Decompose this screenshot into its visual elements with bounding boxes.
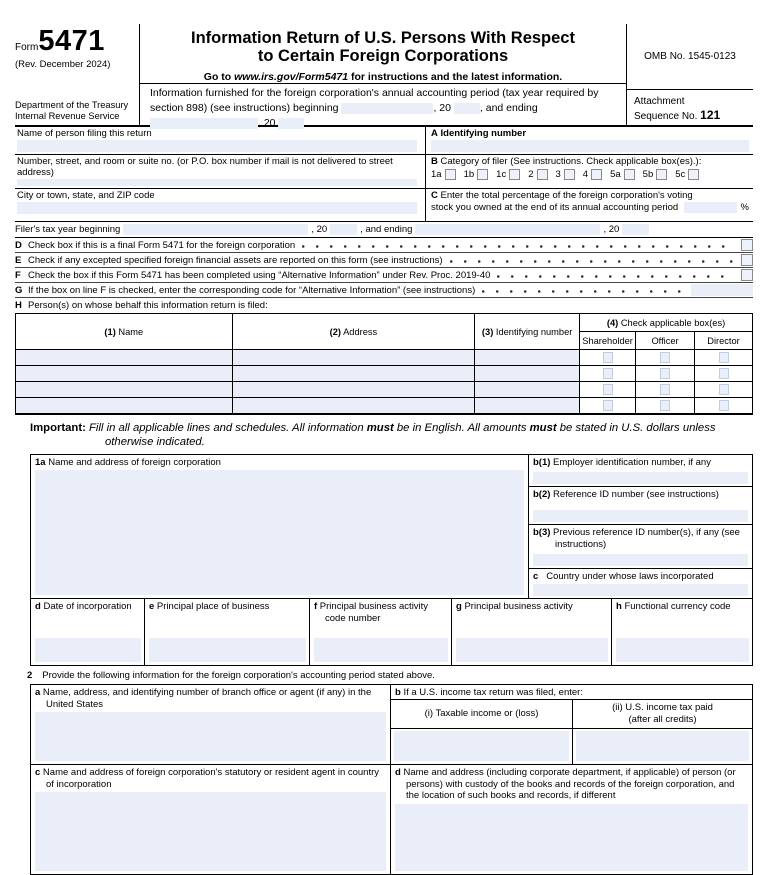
filer-name-label: Name of person filing this return bbox=[17, 128, 152, 139]
person-id-input[interactable] bbox=[475, 398, 580, 414]
goto-line: Go to www.irs.gov/Form5471 for instructions and the latest information. bbox=[203, 70, 563, 83]
principal-place-cell: e Principal place of business bbox=[145, 599, 310, 665]
books-custodian-input[interactable] bbox=[395, 804, 748, 870]
b-letter: B bbox=[431, 156, 438, 167]
omb-number: OMB No. 1545-0123 bbox=[627, 24, 753, 90]
category-1a-checkbox[interactable] bbox=[445, 169, 456, 180]
ein-input[interactable] bbox=[533, 472, 748, 484]
filer-tax-year-row: Filer's tax year beginning , 20 , and ending , 20 bbox=[15, 222, 753, 238]
line-e: E Check if any excepted specified foreign financial assets are reported on this form (see instructions) bbox=[15, 253, 753, 268]
col-id-header: (3) Identifying number bbox=[475, 314, 580, 350]
category-3-checkbox[interactable] bbox=[564, 169, 575, 180]
officer-checkbox[interactable] bbox=[660, 352, 670, 363]
foreign-corp-name-address-input[interactable] bbox=[35, 470, 524, 595]
col-address-header: (2) Address bbox=[232, 314, 475, 350]
col-checkbox-header: (4) Check applicable box(es) bbox=[580, 314, 753, 332]
person-name-input[interactable] bbox=[16, 366, 233, 382]
category-1c-checkbox[interactable] bbox=[509, 169, 520, 180]
branch-office-cell: a Name, address, and identifying number of branch office or agent (if any) in the United States bbox=[31, 685, 391, 764]
c-letter: C bbox=[431, 190, 438, 201]
h-table-row bbox=[16, 398, 753, 414]
person-name-input[interactable] bbox=[16, 398, 233, 414]
identifying-number-label: Identifying number bbox=[440, 128, 527, 139]
omb-block bbox=[626, 24, 753, 125]
category-label: Category of filer (See instructions. Check applicable box(es).): bbox=[440, 156, 702, 167]
reference-id-input[interactable] bbox=[533, 510, 748, 522]
important-note: Important: Fill in all applicable lines and schedules. All information must be in English. All amounts must be stated in U.S. dollars unless otherwise indicated. bbox=[30, 421, 716, 448]
shareholder-checkbox[interactable] bbox=[603, 400, 613, 411]
previous-reference-id-input[interactable] bbox=[533, 554, 748, 566]
category-5a-checkbox[interactable] bbox=[624, 169, 635, 180]
taxable-income-column bbox=[391, 700, 573, 764]
accounting-period-beginning-input[interactable] bbox=[341, 103, 433, 114]
tax-year-ending-input[interactable] bbox=[415, 224, 600, 235]
officer-checkbox[interactable] bbox=[660, 384, 670, 395]
section-2-table bbox=[30, 684, 753, 875]
activity-code-input[interactable] bbox=[314, 638, 448, 662]
section-1-defgh-row bbox=[31, 598, 752, 665]
tax-year-beginning-input[interactable] bbox=[123, 224, 308, 235]
voting-stock-label-line2: stock you owned at the end of its annual accounting period bbox=[431, 202, 679, 213]
line-g-text: If the box on line F is checked, enter the corresponding code for “Alternative Information” (see instructions) bbox=[28, 284, 476, 296]
voting-stock-percentage-input[interactable] bbox=[684, 202, 736, 213]
taxable-income-label: (i) Taxable income or (loss) bbox=[391, 700, 572, 729]
form-id-block bbox=[15, 24, 140, 125]
shareholder-checkbox[interactable] bbox=[603, 352, 613, 363]
line-h-text: Person(s) on whose behalf this information return is filed: bbox=[28, 300, 268, 311]
form-title-block bbox=[140, 24, 626, 130]
principal-activity-cell: g Principal business activity bbox=[452, 599, 612, 665]
person-address-input[interactable] bbox=[232, 366, 475, 382]
dotted-leader bbox=[497, 270, 733, 280]
agency-line1: Department of the Treasury bbox=[15, 99, 129, 110]
line-d-text: Check box if this is a final Form 5471 for the foreign corporation bbox=[28, 239, 296, 251]
person-address-input[interactable] bbox=[232, 350, 475, 366]
tax-year-ending-year-input[interactable] bbox=[622, 224, 649, 235]
director-checkbox[interactable] bbox=[719, 400, 729, 411]
country-incorporated-label: Country under whose laws incorporated bbox=[546, 570, 714, 582]
col-name-header: (1) Name bbox=[16, 314, 233, 350]
section-2-heading: 2 Provide the following information for the foreign corporation's accounting period stated above. bbox=[27, 669, 435, 681]
person-id-input[interactable] bbox=[475, 366, 580, 382]
tax-paid-input[interactable] bbox=[576, 731, 749, 761]
previous-reference-id-cell: b(3) Previous reference ID number(s), if any (see instructions) bbox=[529, 525, 752, 569]
line-g: G If the box on line F is checked, enter the corresponding code for “Alternative Information” (see instructions) bbox=[15, 283, 753, 298]
excepted-assets-checkbox[interactable] bbox=[741, 254, 753, 266]
country-incorporated-input[interactable] bbox=[533, 584, 748, 596]
category-4-checkbox[interactable] bbox=[591, 169, 602, 180]
person-name-input[interactable] bbox=[16, 382, 233, 398]
date-incorporation-cell: d Date of incorporation bbox=[31, 599, 145, 665]
director-checkbox[interactable] bbox=[719, 352, 729, 363]
filer-city-input[interactable] bbox=[17, 202, 417, 214]
filer-city-row bbox=[15, 189, 753, 222]
taxable-income-input[interactable] bbox=[394, 731, 569, 761]
tax-year-beginning-year-input[interactable] bbox=[330, 224, 357, 235]
persons-on-behalf-table bbox=[15, 313, 753, 415]
us-return-label: If a U.S. income tax return was filed, enter: bbox=[400, 686, 583, 698]
filer-city-label: City or town, state, and ZIP code bbox=[17, 190, 155, 201]
principal-activity-input[interactable] bbox=[456, 638, 608, 662]
alternative-information-checkbox[interactable] bbox=[741, 269, 753, 281]
section-1-right-column bbox=[529, 455, 752, 598]
category-of-filer-cell bbox=[425, 155, 753, 188]
col-officer-header: Officer bbox=[636, 332, 695, 350]
dotted-leader bbox=[302, 240, 733, 250]
attachment-sequence: Attachment Sequence No. 121 bbox=[634, 96, 721, 122]
line-h: H Person(s) on whose behalf this information return is filed: bbox=[15, 300, 268, 311]
col-shareholder-header: Shareholder bbox=[580, 332, 636, 350]
director-checkbox[interactable] bbox=[719, 368, 729, 379]
person-address-input[interactable] bbox=[232, 398, 475, 414]
form-number-block bbox=[15, 25, 136, 70]
filer-name-cell bbox=[15, 127, 425, 154]
line-f-text: Check the box if this Form 5471 has been completed using “Alternative Information” under Rev. Proc. 2019-40 bbox=[28, 269, 491, 281]
category-checkboxes: 1a 1b 1c 2 3 4 5a 5b 5c bbox=[431, 169, 749, 180]
voting-stock-label-line1: Enter the total percentage of the foreign corporation's voting bbox=[440, 190, 693, 201]
h-table-row bbox=[16, 350, 753, 366]
accounting-period-beginning-year-input[interactable] bbox=[454, 103, 480, 114]
line-f: F Check the box if this Form 5471 has been completed using “Alternative Information” under Rev. Proc. 2019-40 bbox=[15, 268, 753, 283]
filer-name-input[interactable] bbox=[17, 140, 417, 152]
foreign-corp-name-cell: 1a Name and address of foreign corporation bbox=[31, 455, 529, 598]
a-letter: A bbox=[431, 128, 438, 139]
form-word: Form bbox=[15, 42, 39, 53]
branch-office-label: Name, address, and identifying number of branch office or agent (if any) in the United States bbox=[40, 686, 372, 710]
principal-place-input[interactable] bbox=[149, 638, 306, 662]
line-e-text: Check if any excepted specified foreign financial assets are reported on this form (see instructions) bbox=[28, 254, 443, 266]
irs-url: www.irs.gov/Form5471 bbox=[234, 70, 349, 83]
director-checkbox[interactable] bbox=[719, 384, 729, 395]
category-2-checkbox[interactable] bbox=[537, 169, 548, 180]
previous-reference-id-label: Previous reference ID number(s), if any (see instructions) bbox=[550, 526, 740, 550]
voting-stock-cell bbox=[425, 189, 753, 221]
percent-sign: % bbox=[740, 202, 749, 213]
agency-line2: Internal Revenue Service bbox=[15, 110, 120, 121]
ein-cell: b(1) Employer identification number, if any bbox=[529, 455, 752, 487]
category-5c-checkbox[interactable] bbox=[688, 169, 699, 180]
agency-block bbox=[15, 100, 136, 122]
section-1-table bbox=[30, 454, 753, 666]
person-address-input[interactable] bbox=[232, 382, 475, 398]
currency-code-input[interactable] bbox=[616, 638, 749, 662]
h-table-row bbox=[16, 382, 753, 398]
filer-street-cell bbox=[15, 155, 425, 188]
identifying-number-cell bbox=[425, 127, 753, 154]
tax-paid-label: (ii) U.S. income tax paid (after all credits) bbox=[573, 700, 752, 729]
identifying-number-input[interactable] bbox=[431, 140, 749, 152]
tax-paid-column bbox=[573, 700, 752, 764]
reference-id-cell: b(2) Reference ID number (see instructions) bbox=[529, 487, 752, 525]
form-number: 5471 bbox=[38, 25, 105, 57]
revision-date: (Rev. December 2024) bbox=[15, 59, 111, 70]
accounting-period-line: Information furnished for the foreign corporation's annual accounting period (tax year required by section 898) (see instructions) beginning , 20 , and ending , 20 bbox=[150, 86, 599, 130]
filer-city-cell bbox=[15, 189, 425, 221]
date-incorporation-input[interactable] bbox=[35, 638, 141, 662]
final-return-checkbox[interactable] bbox=[741, 239, 753, 251]
sequence-number: 121 bbox=[700, 108, 721, 122]
filer-name-row bbox=[15, 127, 753, 155]
officer-checkbox[interactable] bbox=[660, 368, 670, 379]
category-5b-checkbox[interactable] bbox=[656, 169, 667, 180]
line-d: D Check box if this is a final Form 5471 for the foreign corporation bbox=[15, 238, 753, 253]
dotted-leader bbox=[450, 255, 733, 265]
resident-agent-input[interactable] bbox=[35, 792, 386, 870]
ein-label: Employer identification number, if any bbox=[550, 456, 711, 468]
books-custodian-label: Name and address (including corporate department, if applicable) of person (or persons) with custody of the books and records of the foreign corporation, and the location of such books and records, if different bbox=[400, 766, 736, 802]
filer-street-label: Number, street, and room or suite no. (or P.O. box number if mail is not delivered to street address) bbox=[17, 156, 393, 178]
resident-agent-label: Name and address of foreign corporation's statutory or resident agent in country of incorporation bbox=[40, 766, 380, 790]
filer-street-input[interactable] bbox=[17, 179, 417, 186]
books-custodian-cell: d Name and address (including corporate department, if applicable) of person (or persons) with custody of the books and records of the foreign corporation, and the location of such books and records, if different bbox=[391, 765, 752, 874]
tax-year-label: Filer's tax year beginning bbox=[15, 224, 121, 235]
person-name-input[interactable] bbox=[16, 350, 233, 366]
form-title: Information Return of U.S. Persons With Respect to Certain Foreign Corporations bbox=[191, 29, 575, 66]
alternative-information-code-input[interactable] bbox=[691, 284, 753, 296]
filer-street-row bbox=[15, 155, 753, 189]
resident-agent-cell: c Name and address of foreign corporation's statutory or resident agent in country of incorporation bbox=[31, 765, 391, 874]
col-director-header: Director bbox=[695, 332, 753, 350]
us-return-cell: b If a U.S. income tax return was filed, enter: (i) Taxable income or (loss) (ii) U.S. income tax paid (after all credits) bbox=[391, 685, 752, 764]
country-incorporated-cell: c Country under whose laws incorporated bbox=[529, 569, 752, 598]
dotted-leader bbox=[482, 285, 683, 295]
person-id-input[interactable] bbox=[475, 350, 580, 366]
officer-checkbox[interactable] bbox=[660, 400, 670, 411]
shareholder-checkbox[interactable] bbox=[603, 368, 613, 379]
currency-code-cell: h Functional currency code bbox=[612, 599, 752, 665]
title-area bbox=[140, 24, 626, 84]
person-id-input[interactable] bbox=[475, 382, 580, 398]
branch-office-input[interactable] bbox=[35, 712, 386, 760]
shareholder-checkbox[interactable] bbox=[603, 384, 613, 395]
reference-id-label: Reference ID number (see instructions) bbox=[550, 488, 719, 500]
category-1b-checkbox[interactable] bbox=[477, 169, 488, 180]
activity-code-cell: f Principal business activity code number bbox=[310, 599, 452, 665]
h-table-row bbox=[16, 366, 753, 382]
foreign-corp-name-label: Name and address of foreign corporation bbox=[45, 456, 221, 468]
form-header bbox=[15, 24, 753, 130]
